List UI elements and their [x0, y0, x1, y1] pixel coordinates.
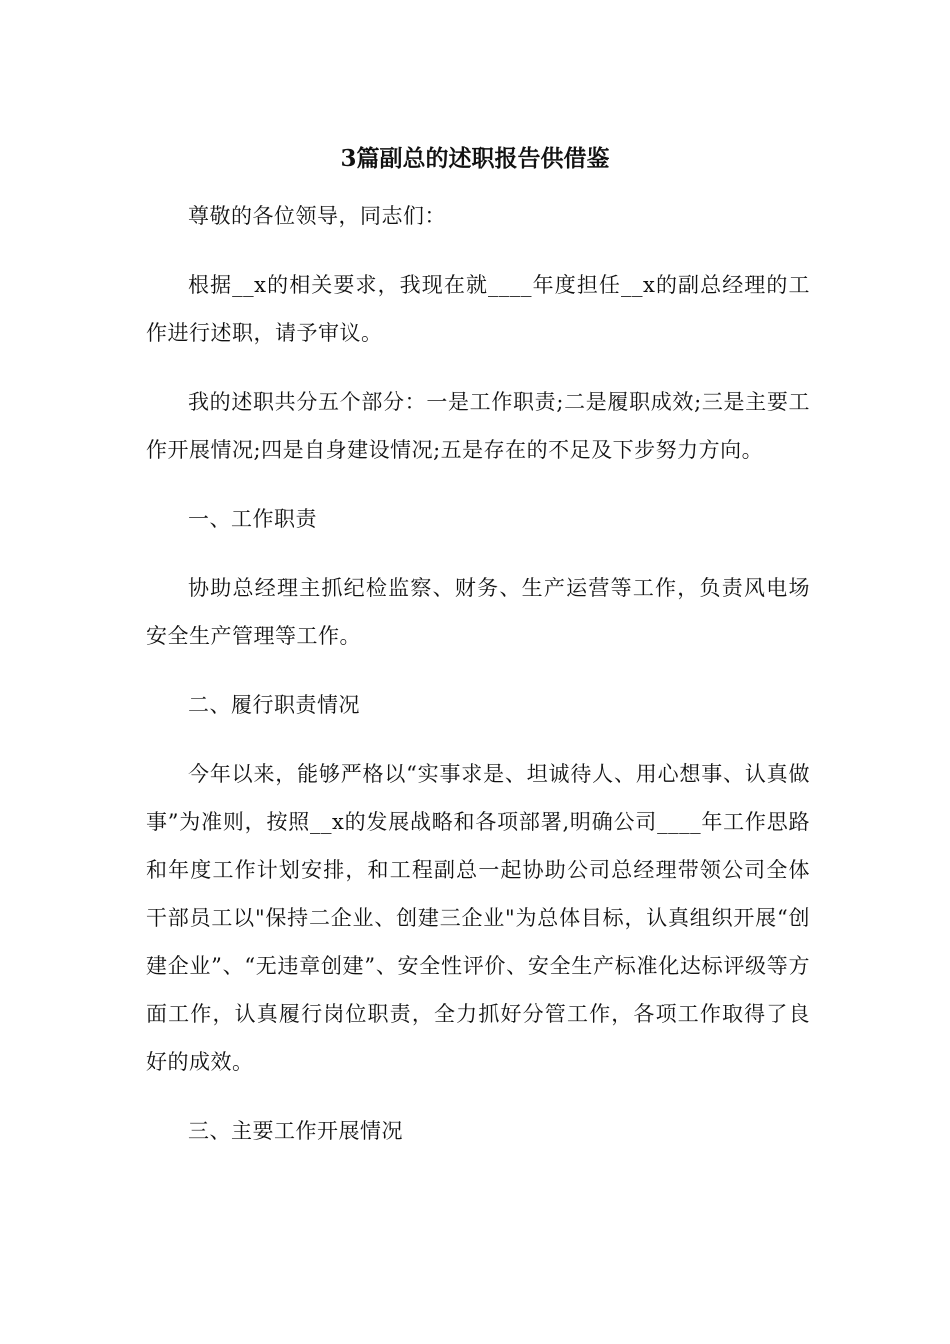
- document-body: [146, 192, 810, 1176]
- duties-paragraph: 协助总经理主抓纪检监察、财务、生产运营等工作，负责风电场安全生产管理等工作。: [146, 576, 810, 648]
- salutation: 尊敬的各位领导，同志们：: [188, 204, 446, 228]
- section-heading-3: 三、主要工作开展情况: [188, 1119, 403, 1143]
- section-heading-2: 二、履行职责情况: [188, 693, 360, 717]
- performance-paragraph: 今年以来，能够严格以“实事求是、坦诚待人、用心想事、认真做事”为准则，按照__x的发展战略和各项部署,明确公司____年工作思路和年度工作计划安排，和工程副总一起协助公司总经理带领公司全体干部员工以"保持二企业、创建三企业"为总体目标，认真组织开展“创建企业”、“无违章创建”、安全性评价、安全生产标准化达标评级等方面工作，认真履行岗位职责，全力抓好分管工作，各项工作取得了良好的成效。: [146, 762, 810, 1074]
- outline-paragraph: 我的述职共分五个部分：一是工作职责;二是履职成效;三是主要工作开展情况;四是自身建设情况;五是存在的不足及下步努力方向。: [146, 390, 810, 462]
- document-title: 3篇副总的述职报告供借鉴: [340, 145, 610, 172]
- section-heading-1: 一、工作职责: [188, 507, 317, 531]
- intro-paragraph: 根据__x的相关要求，我现在就____年度担任__x的副总经理的工作进行述职，请予审议。: [146, 273, 810, 345]
